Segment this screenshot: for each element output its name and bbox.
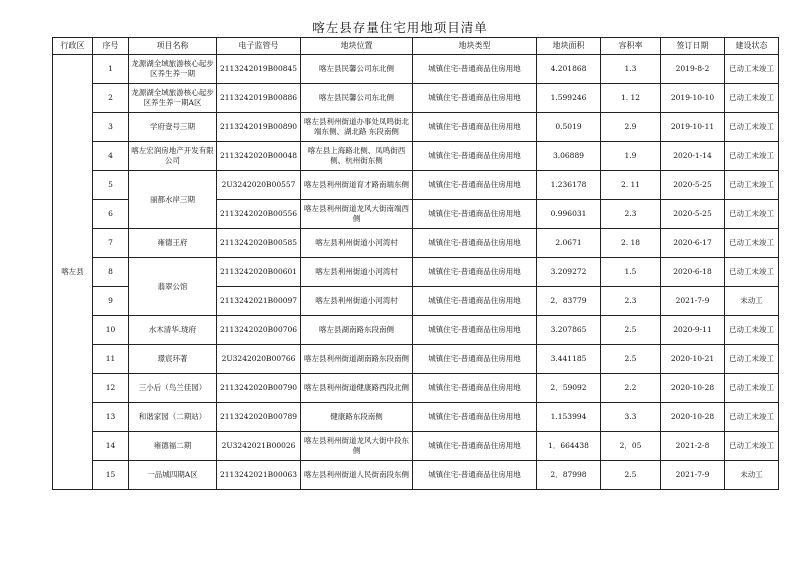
header-no: 序号 [93,38,129,55]
project-name: 雍德福二期 [129,432,217,461]
supervision-code: 2113242019B00886 [217,84,301,113]
signing-date: 2019-8-2 [661,55,725,84]
plot-type: 城镇住宅-普通商品住房用地 [413,316,537,345]
build-status: 已动工未竣工 [725,403,779,432]
plot-area: 3.441185 [537,345,601,374]
plot-area: 0.996031 [537,200,601,229]
plot-area: 3.06889 [537,142,601,171]
floor-area-ratio: 1. 12 [601,84,661,113]
project-name: 水木清华.珑府 [129,316,217,345]
plot-location: 喀左县利州街道健康路西段北侧 [301,374,413,403]
plot-area: 1.599246 [537,84,601,113]
district-cell: 喀左县 [53,55,93,490]
plot-location: 喀左县利州街道人民街南段东侧 [301,461,413,490]
row-no: 9 [93,287,129,316]
header-district: 行政区 [53,38,93,55]
table-row [53,403,779,432]
supervision-code: 2113242020B00789 [217,403,301,432]
plot-location: 喀左县利州街道小河湾村 [301,287,413,316]
signing-date: 2021-7-9 [661,461,725,490]
table-row [53,171,779,200]
table-row [53,142,779,171]
row-no: 7 [93,229,129,258]
supervision-code: 2U3242020B00766 [217,345,301,374]
signing-date: 2019-10-11 [661,113,725,142]
plot-type: 城镇住宅-普通商品住房用地 [413,113,537,142]
plot-type: 城镇住宅-普通商品住房用地 [413,432,537,461]
build-status: 已动工未竣工 [725,55,779,84]
project-name: 一品城四期A区 [129,461,217,490]
supervision-code: 2113242020B00048 [217,142,301,171]
supervision-code: 2113242020B00601 [217,258,301,287]
signing-date: 2020-6-18 [661,258,725,287]
supervision-code: 2113242021B00063 [217,461,301,490]
header-location: 地块位置 [301,38,413,55]
plot-area: 3.207865 [537,316,601,345]
build-status: 已动工未竣工 [725,171,779,200]
supervision-code: 2113242019B00845 [217,55,301,84]
row-no: 4 [93,142,129,171]
row-no: 3 [93,113,129,142]
build-status: 已动工未竣工 [725,229,779,258]
table-row [53,84,779,113]
plot-area: 0.5019 [537,113,601,142]
floor-area-ratio: 1.5 [601,258,661,287]
plot-area: 2.0671 [537,229,601,258]
floor-area-ratio: 1.3 [601,55,661,84]
project-name: 三小后（鸟兰佳园） [129,374,217,403]
floor-area-ratio: 2. 11 [601,171,661,200]
row-no: 1 [93,55,129,84]
project-name: 翡翠公馆 [129,258,217,316]
signing-date: 2021-2-8 [661,432,725,461]
supervision-code: 2113242020B00556 [217,200,301,229]
row-no: 8 [93,258,129,287]
plot-type: 城镇住宅-普通商品住房用地 [413,374,537,403]
project-table [52,37,779,490]
plot-area: 1．664438 [537,432,601,461]
plot-type: 城镇住宅-普通商品住房用地 [413,345,537,374]
floor-area-ratio: 1.9 [601,142,661,171]
plot-area: 1.236178 [537,171,601,200]
build-status: 已动工未竣工 [725,432,779,461]
plot-location: 喀左县上海路北侧、凤鸣街西侧、杭州街东侧 [301,142,413,171]
supervision-code: 2U3242020B00557 [217,171,301,200]
build-status: 已动工未竣工 [725,345,779,374]
signing-date: 2019-10-10 [661,84,725,113]
project-name: 璟宸环著 [129,345,217,374]
page-title: 喀左县存量住宅用地项目清单 [312,20,488,35]
build-status: 已动工未竣工 [725,200,779,229]
plot-type: 城镇住宅-普通商品住房用地 [413,229,537,258]
table-row [53,432,779,461]
plot-area: 2．83779 [537,287,601,316]
signing-date: 2020-6-17 [661,229,725,258]
header-type: 地块类型 [413,38,537,55]
plot-location: 喀左县民馨公司东北侧 [301,55,413,84]
signing-date: 2020-10-28 [661,374,725,403]
supervision-code: 2U3242021B00026 [217,432,301,461]
table-row [53,113,779,142]
header-name: 项目名称 [129,38,217,55]
plot-area: 4.201868 [537,55,601,84]
plot-area: 1.153994 [537,403,601,432]
signing-date: 2020-10-21 [661,345,725,374]
table-row [53,55,779,84]
signing-date: 2020-10-28 [661,403,725,432]
supervision-code: 2113242020B00706 [217,316,301,345]
table-row [53,461,779,490]
supervision-code: 2113242020B00585 [217,229,301,258]
table-row [53,345,779,374]
build-status: 已动工未竣工 [725,374,779,403]
plot-type: 城镇住宅-普通商品住房用地 [413,287,537,316]
plot-location: 喀左县湖南路东段南侧 [301,316,413,345]
plot-area: 2．59092 [537,374,601,403]
build-status: 已动工未竣工 [725,258,779,287]
plot-location: 喀左县利州街道育才路南端东侧 [301,171,413,200]
table-row [53,316,779,345]
plot-type: 城镇住宅-普通商品住房用地 [413,403,537,432]
row-no: 11 [93,345,129,374]
floor-area-ratio: 2. 18 [601,229,661,258]
build-status: 未动工 [725,287,779,316]
row-no: 12 [93,374,129,403]
build-status: 已动工未竣工 [725,84,779,113]
row-no: 5 [93,171,129,200]
build-status: 未动工 [725,461,779,490]
plot-type: 城镇住宅-普通商品住房用地 [413,200,537,229]
row-no: 6 [93,200,129,229]
table-row [53,374,779,403]
row-no: 15 [93,461,129,490]
table-row [53,258,779,287]
row-no: 13 [93,403,129,432]
plot-type: 城镇住宅-普通商品住房用地 [413,258,537,287]
supervision-code: 2113242020B00790 [217,374,301,403]
header-status: 建设状态 [725,38,779,55]
project-name: 和谐家园（二期站） [129,403,217,432]
table-row [53,229,779,258]
floor-area-ratio: 2．05 [601,432,661,461]
project-name: 雍德王府 [129,229,217,258]
row-no: 10 [93,316,129,345]
plot-location: 喀左县利州街道龙风大街南端西侧 [301,200,413,229]
plot-location: 喀左县利州街道小河湾村 [301,229,413,258]
project-name: 龙源湖全域旅游核心起步区养生养一期 [129,55,217,84]
plot-type: 城镇住宅-普通商品住房用地 [413,55,537,84]
floor-area-ratio: 2.5 [601,345,661,374]
header-date: 签订日期 [661,38,725,55]
header-far: 容积率 [601,38,661,55]
floor-area-ratio: 2.5 [601,461,661,490]
floor-area-ratio: 2.2 [601,374,661,403]
plot-location: 喀左县利州街道办事处凤鸣街北端东侧、湖北路 东段南侧 [301,113,413,142]
project-name: 龙源湖全域旅游核心起步区养生养一期A区 [129,84,217,113]
plot-location: 健康路东段南侧 [301,403,413,432]
build-status: 已动工未竣工 [725,316,779,345]
plot-type: 城镇住宅-普通商品住房用地 [413,84,537,113]
header-code: 电子监管号 [217,38,301,55]
project-name: 喀左宏润房地产开发有限公司 [129,142,217,171]
project-name: 丽都水岸三期 [129,171,217,229]
project-name: 学府壹号三期 [129,113,217,142]
row-no: 14 [93,432,129,461]
plot-location: 喀左县利州街道小河湾村 [301,258,413,287]
row-no: 2 [93,84,129,113]
build-status: 已动工未竣工 [725,142,779,171]
floor-area-ratio: 2.3 [601,287,661,316]
header-row [53,38,779,55]
floor-area-ratio: 2.5 [601,316,661,345]
floor-area-ratio: 2.9 [601,113,661,142]
plot-area: 3.209272 [537,258,601,287]
build-status: 已动工未竣工 [725,113,779,142]
signing-date: 2020-5-25 [661,200,725,229]
signing-date: 2020-1-14 [661,142,725,171]
plot-area: 2．87998 [537,461,601,490]
plot-location: 喀左县利州街道湖南路东段南侧 [301,345,413,374]
signing-date: 2020-5-25 [661,171,725,200]
signing-date: 2021-7-9 [661,287,725,316]
plot-location: 喀左县民馨公司东北侧 [301,84,413,113]
plot-location: 喀左县利州街道龙风大街中段东侧 [301,432,413,461]
signing-date: 2020-9-11 [661,316,725,345]
floor-area-ratio: 2.3 [601,200,661,229]
supervision-code: 2113242019B00890 [217,113,301,142]
plot-type: 城镇住宅-普通商品住房用地 [413,142,537,171]
plot-type: 城镇住宅-普通商品住房用地 [413,171,537,200]
plot-type: 城镇住宅-普通商品住房用地 [413,461,537,490]
header-area: 地块面积 [537,38,601,55]
supervision-code: 2113242021B00097 [217,287,301,316]
floor-area-ratio: 3.3 [601,403,661,432]
